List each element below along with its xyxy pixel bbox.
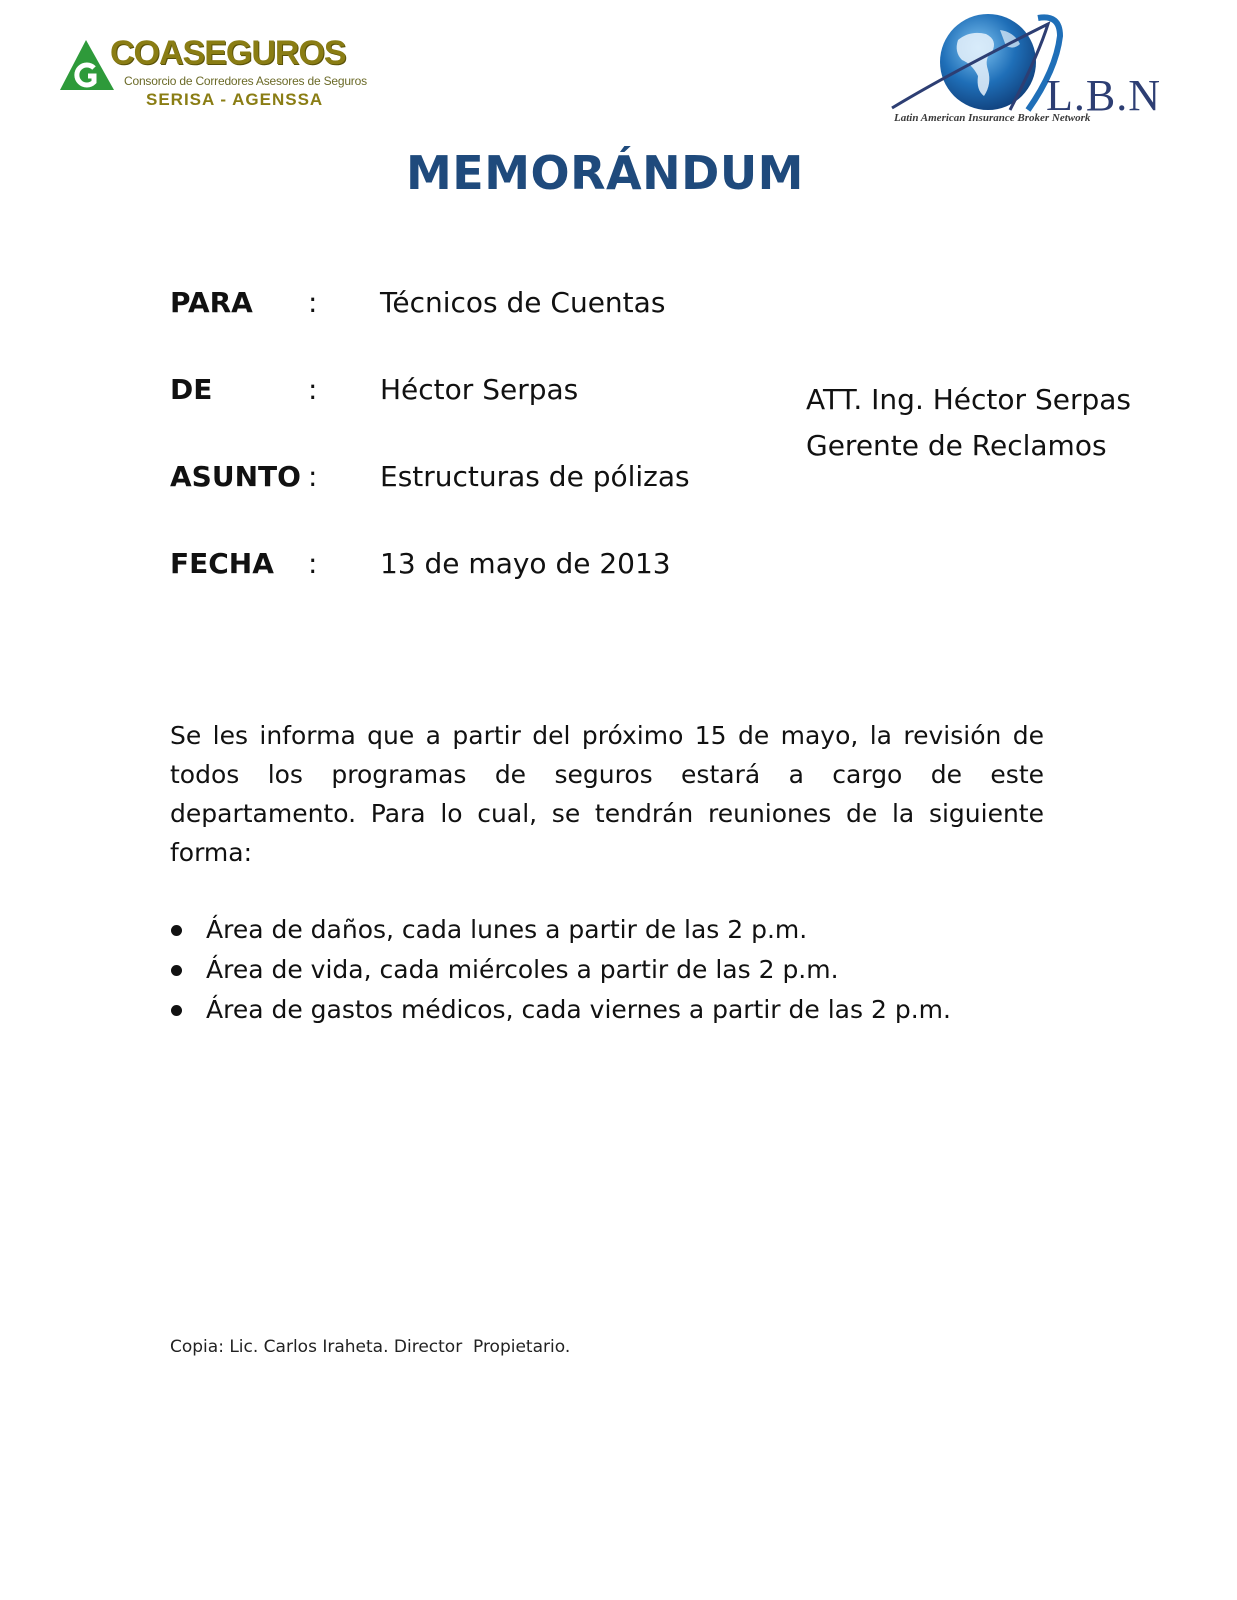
asunto-label: ASUNTO [170, 460, 301, 493]
coaseguros-brands: SERISA - AGENSSA [146, 90, 324, 109]
list-item [170, 990, 951, 1030]
para-colon: : [308, 286, 318, 319]
coaseguros-logo [58, 30, 388, 125]
asunto-colon: : [308, 460, 318, 493]
coaseguros-name: COASEGUROS [110, 34, 346, 72]
fecha-colon: : [308, 547, 318, 580]
para-label: PARA [170, 286, 253, 319]
coaseguros-subtitle: Consorcio de Corredores Asesores de Seguros [124, 74, 367, 88]
de-colon: : [308, 373, 318, 406]
list-item [170, 910, 951, 950]
attention-block [806, 377, 1131, 469]
list-item-text: Área de daños, cada lunes a partir de las 2 p.m. [206, 915, 808, 944]
bullet-icon [171, 925, 182, 936]
attention-role: Gerente de Reclamos [806, 429, 1107, 462]
copy-line: Copia: Lic. Carlos Iraheta. Director Propietario. [170, 1337, 571, 1357]
de-value: Héctor Serpas [380, 373, 579, 406]
lbn-logo [888, 10, 1168, 135]
list-item [170, 950, 951, 990]
coaseguros-triangle-icon [58, 38, 118, 94]
meeting-schedule-list [170, 910, 951, 1030]
de-label: DE [170, 373, 213, 406]
attention-name: ATT. Ing. Héctor Serpas [806, 383, 1131, 416]
list-item-text: Área de vida, cada miércoles a partir de las 2 p.m. [206, 955, 839, 984]
bullet-icon [171, 1005, 182, 1016]
memo-body: Se les informa que a partir del próximo 15 de mayo, la revisión de todos los programas de seguros estará a cargo de este departamento. Para lo cual, se tendrán reuniones de la siguiente forma: [170, 721, 1044, 867]
memo-title: MEMORÁNDUM [406, 146, 804, 200]
lbn-name: L.B.N [1046, 71, 1161, 120]
list-item-text: Área de gastos médicos, cada viernes a partir de las 2 p.m. [206, 995, 951, 1024]
asunto-value: Estructuras de pólizas [380, 460, 690, 493]
bullet-icon [171, 965, 182, 976]
lbn-tagline: Latin American Insurance Broker Network [894, 112, 1091, 124]
para-value: Técnicos de Cuentas [380, 286, 666, 319]
fecha-label: FECHA [170, 547, 274, 580]
fecha-value: 13 de mayo de 2013 [380, 547, 671, 580]
